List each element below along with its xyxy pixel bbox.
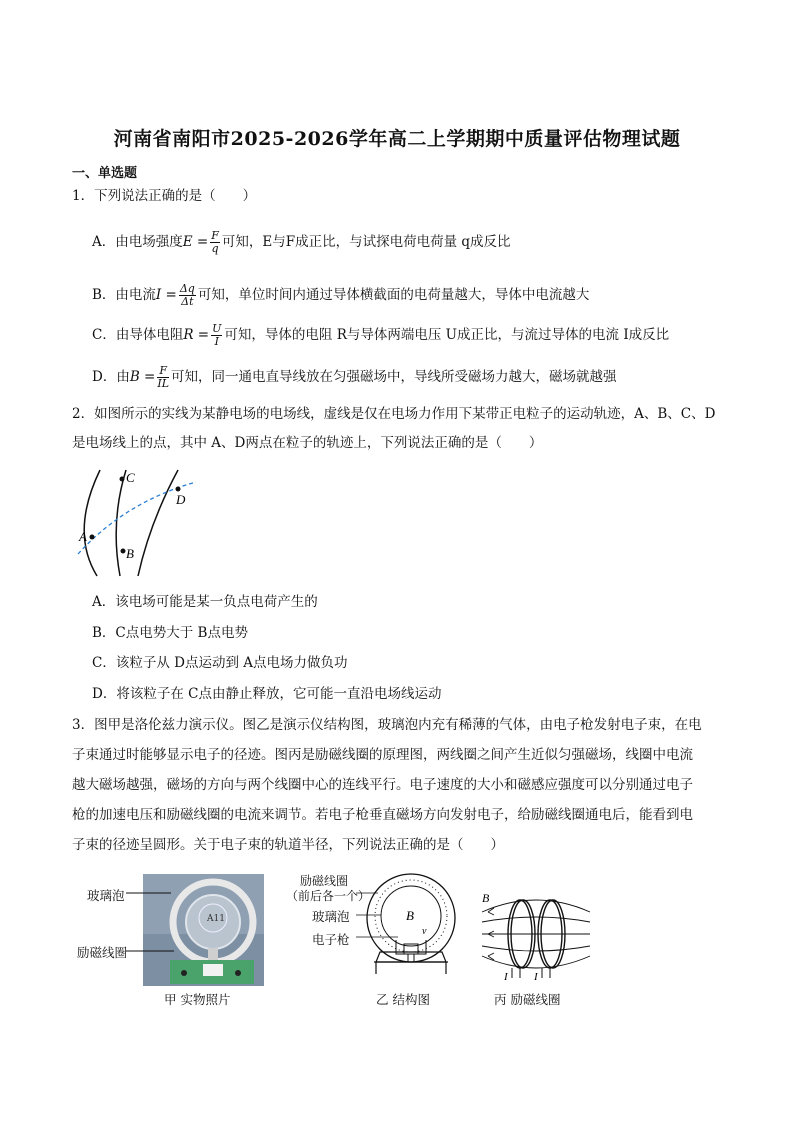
fig1-caption: 甲 实物照片	[164, 992, 231, 1007]
q2-option-a: A．该电场可能是某一负点电荷产生的	[92, 594, 318, 610]
fig1-label-coil: 励磁线圈	[77, 945, 128, 960]
q2-field-diagram	[70, 462, 210, 582]
q2-stem-line2: 是电场线上的点，其中 A、D两点在粒子的轨迹上，下列说法正确的是（ ）	[72, 435, 543, 451]
label-b: B	[126, 546, 134, 561]
fig2-label-bulb: 玻璃泡	[312, 909, 350, 924]
fig1-label-bulb: 玻璃泡	[87, 888, 125, 903]
field-line-right	[138, 470, 178, 576]
point-d	[176, 487, 181, 492]
label-d: D	[176, 492, 186, 507]
fig3-coil-diagram	[478, 888, 594, 984]
fig3-caption: 丙 励磁线圈	[494, 992, 561, 1007]
point-b	[121, 549, 126, 554]
fig3-label-i2: I	[534, 971, 538, 983]
fig2-label-v: v	[422, 926, 427, 937]
q1-option-a: A．由电场强度E = $\frac{F}{q}$ 可知，E与F成正比，与试探电荷电荷量 q成反比	[92, 229, 511, 255]
page-title: 河南省南阳市2025-2026学年高二上学期期中质量评估物理试题	[113, 128, 681, 150]
fig2-label-gun: 电子枪	[312, 932, 350, 947]
fig3-label-b: B	[482, 891, 490, 905]
section-heading: 一、单选题	[72, 166, 138, 181]
field-line-left	[84, 470, 100, 576]
q3-stem	[72, 710, 722, 860]
q1-option-b: B．由电流I = $\frac{\Delta q}{\Delta t}$ 可知，单位时间内通过导体横截面的电荷量越大，导体中电流越大	[92, 282, 590, 308]
q2-option-c: C．该粒子从 D点运动到 A点电场力做负功	[92, 655, 348, 671]
point-c	[120, 477, 125, 482]
q2-option-b: B．C点电势大于 B点电势	[92, 625, 248, 641]
fig2-caption: 乙 结构图	[376, 992, 430, 1007]
q1-option-c: C．由导体电阻R = $\frac{U}{I}$ 可知，导体的电阻 R与导体两端电压 U成正比，与流过导体的电流 I成反比	[92, 322, 670, 348]
q3-stem-line: 3．图甲是洛伦兹力演示仪。图乙是演示仪结构图，玻璃泡内充有稀薄的气体，由电子枪发射电子束，在电	[72, 717, 702, 733]
q2-option-d: D．将该粒子在 C点由静止释放，它可能一直沿电场线运动	[92, 686, 442, 702]
label-c: C	[126, 470, 135, 485]
fig2-label-coil: 励磁线圈	[300, 874, 349, 888]
field-line-middle	[116, 470, 126, 576]
q3-stem-line: 越大磁场越强，磁场的方向与两个线圈中心的连线平行。电子速度的大小和磁感应强度可以分别通过电子	[72, 777, 693, 793]
q3-stem-line: 枪的加速电压和励磁线圈的电流来调节。若电子枪垂直磁场方向发射电子，给励磁线圈通电后，能看到电	[72, 807, 693, 823]
fig2-label-coil-note: （前后各一个）	[286, 889, 371, 903]
q1-option-d: D．由B = $\frac{F}{IL}$ 可知，同一通电直导线放在匀强磁场中，导线所受磁场力越大，磁场就越强	[92, 364, 617, 390]
point-a	[90, 535, 95, 540]
fig1-photo	[126, 874, 264, 986]
label-a: A	[79, 529, 87, 544]
q2-stem-line1: 2．如图所示的实线为某静电场的电场线，虚线是仅在电场力作用下某带正电粒子的运动轨迹，A、B、C、D	[72, 406, 716, 422]
q3-stem-line: 子束通过时能够显示电子的径迹。图丙是励磁线圈的原理图，两线圈之间产生近似匀强磁场，线圈中电流	[72, 747, 693, 763]
svg-text:A11: A11	[207, 914, 225, 924]
fig2-label-b: B	[406, 908, 414, 923]
q1-stem: 1．下列说法正确的是（ ）	[72, 188, 257, 204]
fig2-structure-diagram	[356, 870, 466, 985]
fig3-label-i1: I	[504, 971, 508, 983]
q3-stem-line: 子束的径迹呈圆形。关于电子束的轨道半径，下列说法正确的是（ ）	[72, 837, 504, 853]
